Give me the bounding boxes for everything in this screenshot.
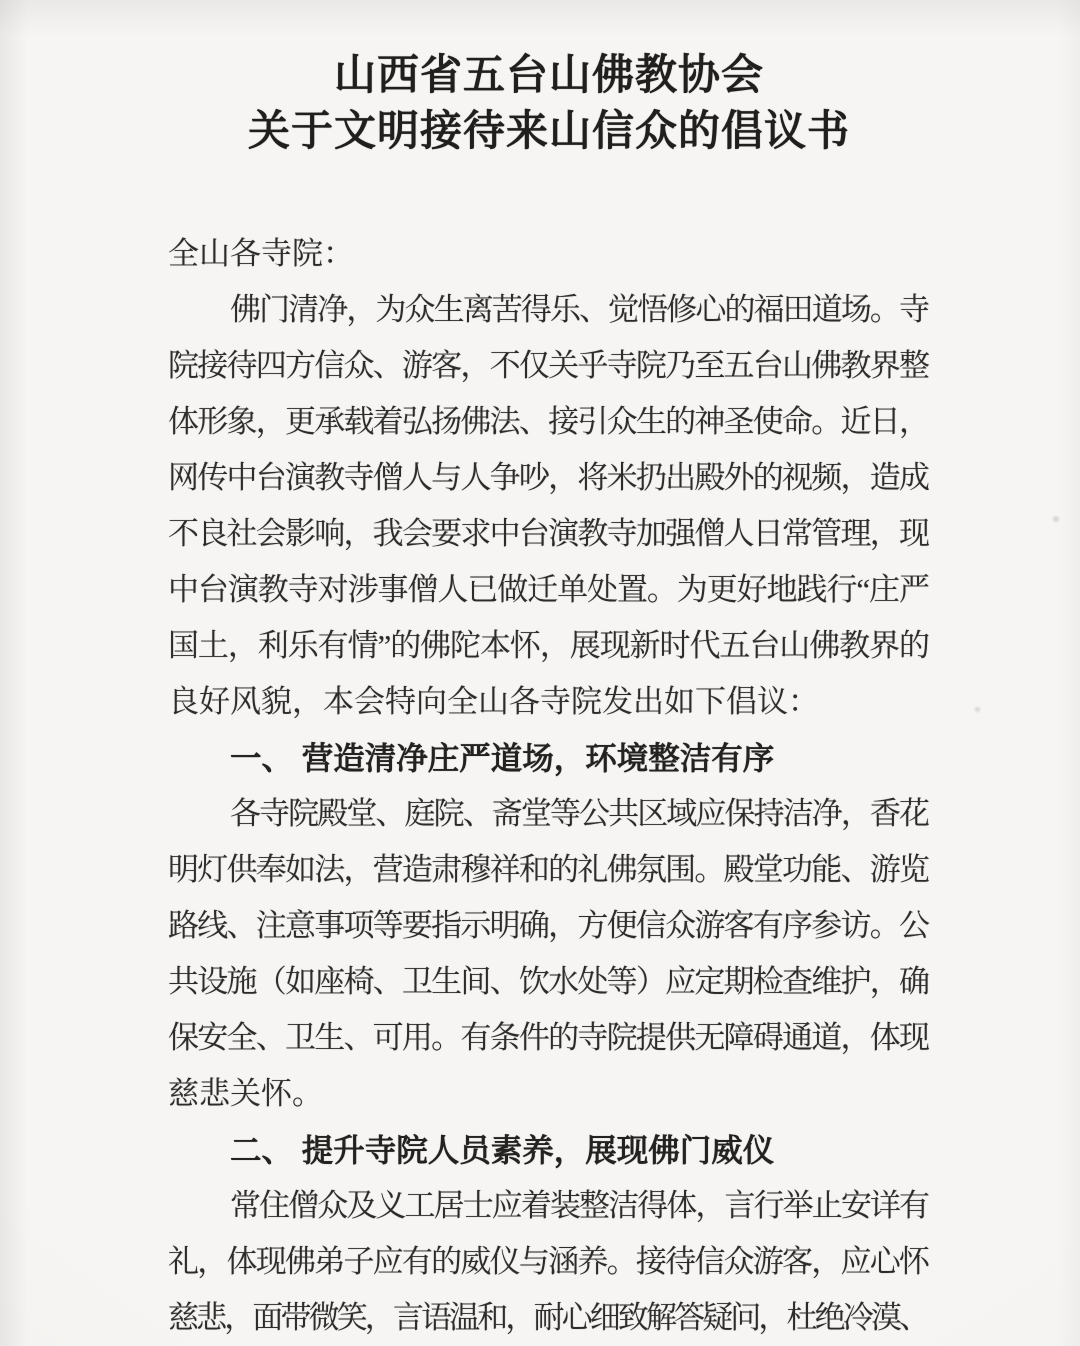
text-line <box>168 506 930 562</box>
document-title-line-2: 关于文明接待来山信众的倡议书 <box>247 109 850 155</box>
text-line <box>168 394 930 450</box>
paragraph <box>168 786 930 1122</box>
text-line-content: 慈悲关怀。 <box>168 1076 323 1111</box>
text-line <box>168 1178 930 1234</box>
scan-speck <box>1053 516 1059 522</box>
text-line <box>168 1010 930 1066</box>
document-body <box>168 226 930 1346</box>
document-title-line-1: 山西省五台山佛教协会 <box>333 53 764 99</box>
text-line-content: 中台演教寺对涉事僧人已做迁单处置。为更好地践行“庄严 <box>168 572 929 607</box>
text-line-content: 共设施（如座椅、卫生间、饮水处等）应定期检查维护，确 <box>168 964 929 999</box>
text-line-content: 体形象，更承载着弘扬佛法、接引众生的神圣使命。近日， <box>168 404 929 439</box>
section-heading: 二、 提升寺院人员素养，展现佛门威仪 <box>230 1132 775 1168</box>
salutation-line <box>168 226 930 282</box>
salutation-text: 全山各寺院： <box>168 236 354 271</box>
text-line-content: 院接待四方信众、游客，不仅关乎寺院乃至五台山佛教界整 <box>168 348 929 383</box>
text-line-content: 不良社会影响，我会要求中台演教寺加强僧人日常管理，现 <box>168 516 929 551</box>
text-line-content: 佛门清净，为众生离苦得乐、觉悟修心的福田道场。寺 <box>230 292 929 327</box>
text-line-content: 常住僧众及义工居士应着装整洁得体，言行举止安详有 <box>230 1188 929 1223</box>
text-line <box>168 562 930 618</box>
text-line <box>168 898 930 954</box>
text-line-content: 路线、注意事项等要指示明确，方便信众游客有序参访。公 <box>168 908 929 943</box>
section-heading: 一、 营造清净庄严道场，环境整洁有序 <box>230 740 775 776</box>
paragraph <box>168 282 930 730</box>
text-line-content: 国土，利乐有情”的佛陀本怀，展现新时代五台山佛教界的 <box>168 628 929 663</box>
text-line-content: 各寺院殿堂、庭院、斋堂等公共区域应保持洁净，香花 <box>230 796 929 831</box>
text-line <box>168 618 930 674</box>
text-line-content: 明灯供奉如法，营造肃穆祥和的礼佛氛围。殿堂功能、游览 <box>168 852 929 887</box>
text-line <box>168 1066 930 1122</box>
text-line-content: 网传中台演教寺僧人与人争吵，将米扔出殿外的视频，造成 <box>168 460 929 495</box>
text-line <box>168 1290 930 1346</box>
text-line-content: 慈悲，面带微笑，言语温和，耐心细致解答疑问，杜绝冷漠、 <box>168 1300 928 1335</box>
text-line <box>168 786 930 842</box>
text-line <box>168 842 930 898</box>
text-line <box>168 954 930 1010</box>
text-line <box>168 1234 930 1290</box>
text-line <box>168 450 930 506</box>
text-line <box>168 674 930 730</box>
text-line-content: 保安全、卫生、可用。有条件的寺院提供无障碍通道，体现 <box>168 1020 929 1055</box>
scan-speck <box>975 707 980 712</box>
text-line <box>168 338 930 394</box>
text-line <box>168 282 930 338</box>
text-line-content: 良好风貌，本会特向全山各寺院发出如下倡议： <box>168 684 819 719</box>
text-line-content: 礼，体现佛弟子应有的威仪与涵养。接待信众游客，应心怀 <box>168 1244 929 1279</box>
paragraph <box>168 1178 930 1346</box>
